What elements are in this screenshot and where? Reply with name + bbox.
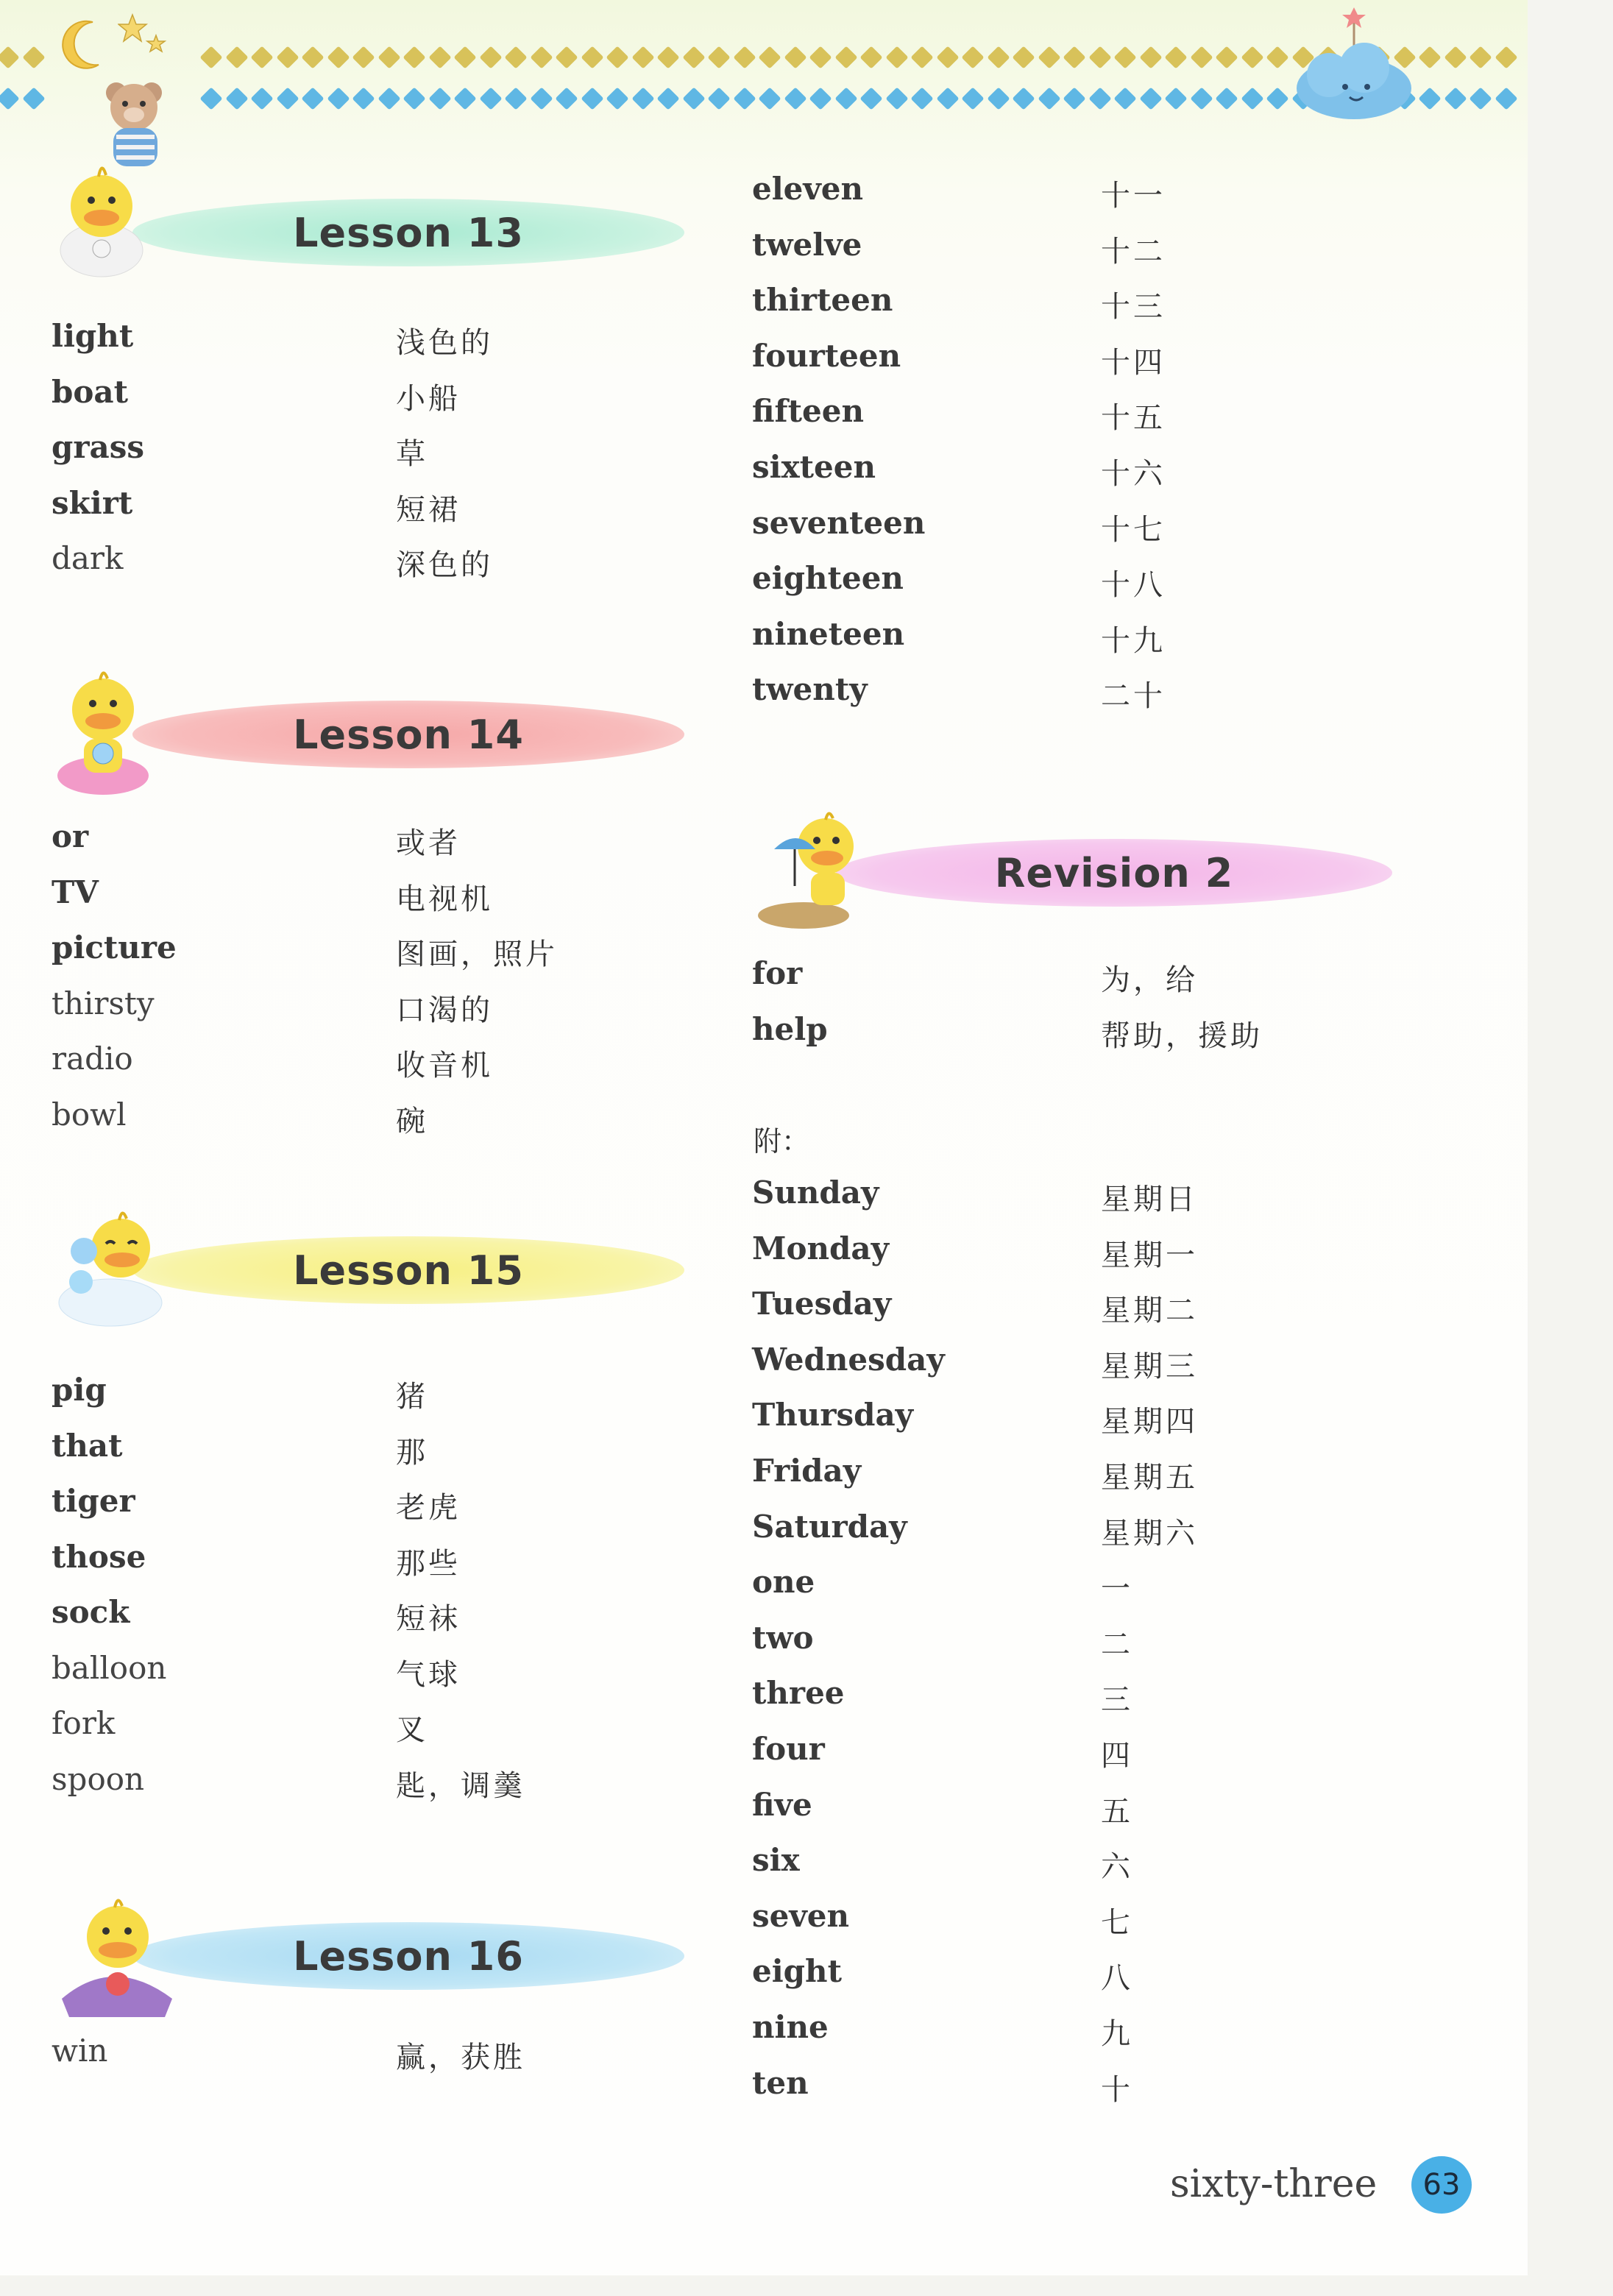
vocab-word: Friday	[752, 1453, 862, 1489]
diamond-ornament	[834, 87, 857, 110]
vocab-word: boat	[52, 373, 128, 410]
diamond-ornament	[504, 46, 527, 68]
moon-icon	[56, 16, 107, 78]
diamond-ornament	[504, 87, 527, 110]
vocab-meaning: 星期六	[1101, 1516, 1198, 1551]
vocab-word: Wednesday	[752, 1341, 945, 1378]
diamond-ornament	[530, 87, 553, 110]
diamond-ornament	[910, 87, 933, 110]
diamond-ornament	[479, 46, 502, 68]
vocab-word: fifteen	[752, 393, 864, 430]
vocab-word: balloon	[52, 1649, 167, 1686]
page-number-words: sixty-three	[1170, 2162, 1378, 2206]
vocab-word: four	[752, 1731, 825, 1767]
vocab-meaning: 六	[1101, 1850, 1133, 1885]
vocab-word: fork	[52, 1705, 116, 1741]
vocab-word: six	[752, 1842, 800, 1879]
diamond-ornament	[961, 87, 984, 110]
diamond-ornament	[1418, 87, 1441, 110]
vocab-word: Tuesday	[752, 1286, 892, 1322]
appendix-label: 附：	[754, 1125, 810, 1158]
duck-icon	[54, 155, 150, 283]
diamond-ornament	[1495, 46, 1517, 68]
diamond-ornament	[1139, 87, 1162, 110]
vocab-meaning: 猪	[396, 1380, 428, 1414]
diamond-ornament	[428, 87, 451, 110]
diamond-ornament	[1444, 87, 1467, 110]
vocab-meaning: 口渴的	[396, 993, 493, 1027]
vocab-word: twelve	[752, 226, 862, 263]
duck-icon	[52, 665, 155, 801]
diamond-ornament	[733, 46, 756, 68]
diamond-ornament	[1012, 87, 1035, 110]
vocab-meaning: 五	[1101, 1794, 1133, 1829]
diamond-ornament	[403, 87, 425, 110]
diamond-ornament	[1469, 87, 1492, 110]
vocab-meaning: 十三	[1101, 290, 1166, 325]
vocab-meaning: 十八	[1101, 568, 1166, 603]
diamond-ornament	[225, 87, 248, 110]
vocab-word: eight	[752, 1953, 842, 1990]
revision-2-banner	[836, 839, 1392, 907]
vocab-word: Monday	[752, 1230, 890, 1266]
diamond-ornament	[961, 46, 984, 68]
lesson-16-banner	[132, 1922, 684, 1990]
diamond-ornament	[1190, 46, 1213, 68]
vocab-meaning: 赢，获胜	[396, 2041, 525, 2074]
vocab-meaning: 十七	[1101, 512, 1166, 547]
diamond-ornament	[859, 87, 882, 110]
vocab-word: thirteen	[752, 282, 893, 319]
vocab-word: dark	[52, 540, 124, 576]
vocab-meaning: 十一	[1101, 179, 1166, 213]
diamond-ornament	[733, 87, 756, 110]
vocab-meaning: 三	[1101, 1683, 1133, 1718]
vocab-word: twenty	[752, 671, 868, 708]
vocab-meaning: 十九	[1101, 623, 1166, 658]
vocab-meaning: 星期二	[1101, 1294, 1198, 1328]
vocab-meaning: 星期五	[1101, 1461, 1198, 1495]
diamond-ornament	[606, 46, 628, 68]
diamond-ornament	[250, 46, 273, 68]
vocab-word: sock	[52, 1594, 130, 1630]
vocab-word: Thursday	[752, 1397, 914, 1434]
lesson-13-banner	[132, 199, 684, 266]
diamond-ornament	[707, 46, 730, 68]
vocab-word: Sunday	[752, 1174, 879, 1211]
vocab-meaning: 星期一	[1101, 1238, 1198, 1272]
vocab-meaning: 草	[396, 437, 428, 471]
vocab-word: help	[752, 1010, 828, 1047]
diamond-ornament	[1495, 87, 1517, 110]
diamond-ornament	[936, 87, 959, 110]
vocab-word: thirsty	[52, 985, 155, 1021]
vocab-meaning: 匙，调羹	[396, 1768, 525, 1803]
diamond-ornament	[707, 87, 730, 110]
lesson-13-title: Lesson 13	[293, 209, 524, 256]
diamond-ornament	[276, 87, 299, 110]
diamond-ornament	[1063, 87, 1085, 110]
diamond-ornament	[276, 46, 299, 68]
diamond-ornament	[479, 87, 502, 110]
vocab-word: picture	[52, 929, 177, 965]
duck-icon	[54, 1888, 180, 2024]
diamond-ornament	[1241, 46, 1263, 68]
vocab-meaning: 一	[1101, 1572, 1133, 1606]
diamond-ornament	[859, 46, 882, 68]
diamond-ornament	[1038, 46, 1060, 68]
vocab-meaning: 收音机	[396, 1049, 493, 1083]
diamond-ornament	[555, 87, 578, 110]
vocab-meaning: 二	[1101, 1627, 1133, 1662]
vocab-word: seven	[752, 1897, 850, 1934]
diamond-ornament	[581, 46, 603, 68]
diamond-ornament	[199, 87, 222, 110]
diamond-ornament	[352, 87, 375, 110]
vocab-meaning: 八	[1101, 1961, 1133, 1996]
vocab-word: grass	[52, 429, 144, 465]
diamond-ornament	[784, 87, 806, 110]
lesson-16-title: Lesson 16	[293, 1932, 524, 1980]
diamond-ornament	[885, 46, 908, 68]
star-icon	[118, 13, 169, 68]
diamond-ornament	[606, 87, 628, 110]
diamond-ornament	[1088, 46, 1111, 68]
vocab-word: sixteen	[752, 449, 876, 485]
diamond-ornament	[1164, 87, 1187, 110]
vocab-meaning: 九	[1101, 2017, 1133, 2051]
vocab-meaning: 短袜	[396, 1602, 461, 1636]
diamond-ornament	[809, 46, 832, 68]
diamond-ornament	[1241, 87, 1263, 110]
diamond-ornament	[1215, 46, 1238, 68]
vocab-word: radio	[52, 1041, 133, 1077]
vocab-word: five	[752, 1786, 812, 1823]
diamond-ornament	[327, 46, 350, 68]
diamond-ornament	[758, 87, 781, 110]
vocab-meaning: 十六	[1101, 457, 1166, 491]
vocab-meaning: 或者	[396, 826, 461, 860]
vocab-meaning: 二十	[1101, 679, 1166, 714]
page-number-badge	[1411, 2156, 1472, 2214]
vocab-word: win	[52, 2033, 108, 2069]
vocab-meaning: 为，给	[1101, 963, 1198, 997]
vocab-word: that	[52, 1427, 123, 1464]
vocab-meaning: 帮助，援助	[1101, 1018, 1263, 1053]
diamond-ornament	[0, 46, 20, 68]
diamond-ornament	[428, 46, 451, 68]
vocab-word: fourteen	[752, 337, 901, 374]
diamond-ornament	[987, 46, 1010, 68]
diamond-ornament	[22, 87, 45, 110]
diamond-ornament	[631, 87, 654, 110]
diamond-ornament	[1139, 46, 1162, 68]
diamond-ornament	[936, 46, 959, 68]
diamond-ornament	[1063, 46, 1085, 68]
vocab-meaning: 叉	[396, 1713, 428, 1747]
diamond-ornament	[1266, 46, 1288, 68]
vocab-meaning: 星期日	[1101, 1183, 1198, 1216]
vocab-word: for	[752, 955, 803, 991]
diamond-ornament	[453, 46, 476, 68]
vocab-word: nine	[752, 2009, 829, 2045]
diamond-ornament	[656, 46, 679, 68]
vocab-meaning: 老虎	[396, 1491, 461, 1525]
vocab-meaning: 星期四	[1101, 1405, 1198, 1439]
vocab-word: skirt	[52, 484, 133, 521]
vocab-meaning: 碗	[396, 1104, 428, 1138]
cloud-icon	[1288, 7, 1420, 135]
vocab-word: eighteen	[752, 560, 904, 597]
vocab-meaning: 那些	[396, 1546, 461, 1581]
diamond-ornament	[758, 46, 781, 68]
page-number: 63	[1422, 2168, 1461, 2202]
diamond-ornament	[910, 46, 933, 68]
vocab-meaning: 小船	[396, 381, 461, 416]
vocab-meaning: 星期三	[1101, 1349, 1198, 1383]
vocab-meaning: 图画，照片	[396, 938, 558, 971]
diamond-ornament	[225, 46, 248, 68]
diamond-ornament	[327, 87, 350, 110]
diamond-ornament	[1038, 87, 1060, 110]
lesson-15-banner	[132, 1236, 684, 1304]
revision-2-title: Revision 2	[994, 849, 1234, 896]
vocab-meaning: 电视机	[396, 882, 493, 916]
vocab-meaning: 七	[1101, 1905, 1133, 1940]
diamond-ornament	[377, 87, 400, 110]
vocab-word: bowl	[52, 1096, 127, 1133]
diamond-ornament	[1164, 46, 1187, 68]
diamond-ornament	[352, 46, 375, 68]
vocab-word: light	[52, 318, 134, 354]
vocab-meaning: 十五	[1101, 401, 1166, 436]
diamond-ornament	[403, 46, 425, 68]
diamond-ornament	[784, 46, 806, 68]
vocab-word: one	[752, 1564, 815, 1601]
diamond-ornament	[1113, 87, 1136, 110]
vocab-meaning: 短裙	[396, 492, 461, 527]
diamond-ornament	[377, 46, 400, 68]
diamond-ornament	[834, 46, 857, 68]
vocab-word: spoon	[52, 1760, 145, 1797]
vocab-meaning: 四	[1101, 1739, 1133, 1773]
vocab-word: seventeen	[752, 504, 926, 541]
diamond-ornament	[1215, 87, 1238, 110]
diamond-ornament	[809, 87, 832, 110]
diamond-ornament	[1190, 87, 1213, 110]
diamond-ornament	[301, 87, 324, 110]
vocab-word: eleven	[752, 171, 864, 207]
diamond-ornament	[1444, 46, 1467, 68]
diamond-ornament	[631, 46, 654, 68]
vocab-word: Saturday	[752, 1508, 907, 1545]
diamond-ornament	[1113, 46, 1136, 68]
diamond-ornament	[1266, 87, 1288, 110]
diamond-ornament	[656, 87, 679, 110]
vocab-meaning: 浅色的	[396, 326, 493, 360]
vocab-word: three	[752, 1675, 845, 1712]
vocab-meaning: 深色的	[396, 548, 493, 582]
diamond-ornament	[1088, 87, 1111, 110]
vocab-meaning: 十二	[1101, 234, 1166, 269]
diamond-ornament	[453, 87, 476, 110]
diamond-ornament	[1469, 46, 1492, 68]
vocab-word: tiger	[52, 1483, 135, 1519]
duck-icon	[752, 805, 870, 933]
diamond-ornament	[1418, 46, 1441, 68]
diamond-ornament	[555, 46, 578, 68]
vocab-word: those	[52, 1538, 146, 1575]
diamond-ornament	[250, 87, 273, 110]
vocab-meaning: 十四	[1101, 345, 1166, 380]
diamond-ornament	[1012, 46, 1035, 68]
diamond-ornament	[581, 87, 603, 110]
vocab-word: ten	[752, 2064, 809, 2101]
diamond-ornament	[530, 46, 553, 68]
vocab-meaning: 那	[396, 1435, 428, 1470]
diamond-ornament	[301, 46, 324, 68]
diamond-ornament	[682, 46, 705, 68]
vocab-word: nineteen	[752, 615, 905, 652]
vocab-meaning: 气球	[396, 1657, 461, 1692]
diamond-ornament	[0, 87, 20, 110]
vocab-word: or	[52, 818, 89, 854]
diamond-ornament	[199, 46, 222, 68]
diamond-ornament	[22, 46, 45, 68]
diamond-ornament	[987, 87, 1010, 110]
vocab-word: two	[752, 1619, 814, 1656]
vocab-word: TV	[52, 874, 99, 910]
lesson-14-banner	[132, 701, 684, 768]
diamond-ornament	[885, 87, 908, 110]
lesson-14-title: Lesson 14	[293, 711, 524, 758]
duck-icon	[52, 1200, 177, 1335]
diamond-ornament	[682, 87, 705, 110]
lesson-15-title: Lesson 15	[293, 1247, 524, 1294]
vocab-word: pig	[52, 1372, 107, 1408]
vocab-meaning: 十	[1101, 2072, 1133, 2107]
